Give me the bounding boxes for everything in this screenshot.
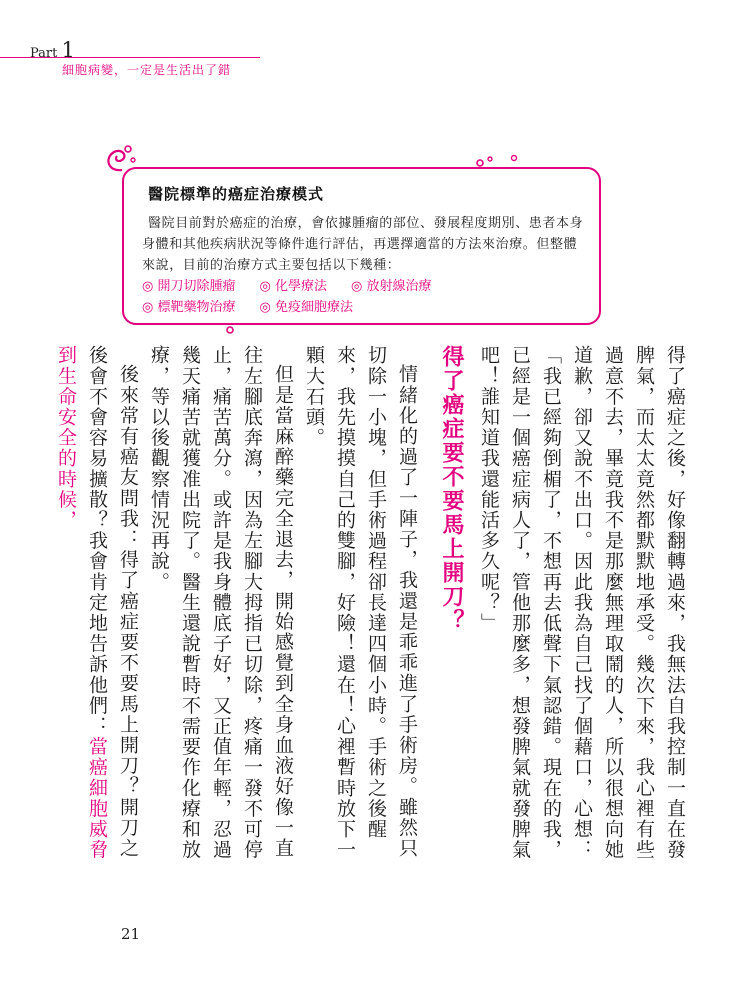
option-radiotherapy: ◎ 放射線治療 bbox=[350, 279, 432, 294]
option-surgery: ◎ 開刀切除腫瘤 bbox=[142, 279, 236, 294]
page-number: 21 bbox=[121, 925, 141, 943]
box-text-line-2: 身體和其他疾病狀況等條件進行評估，再選擇適當的方法來治療。但整體 bbox=[142, 237, 578, 252]
paragraph-4 bbox=[50, 345, 143, 865]
paragraph-3: 但是當麻醉藥完全退去，開始感覺到全身血液好像一直往左腳底奔瀉，因為左腳大拇指已切除，疼痛一發不可停止，痛苦萬分。或許是我身體底子好，又正值年輕，忍過幾天痛苦就獲准出院了。醫生還說暫時不需要作化療和放療，等以後觀察情況再說。 bbox=[148, 345, 294, 860]
option-targeted-therapy: ◎ 標靶藥物治療 bbox=[142, 300, 236, 315]
paragraph-2: 情緒化的過了一陣子，我還是乖乖進了手術房。雖然只切除一小塊，但手術過程卻長達四個小時。手術之後醒來，我先摸摸自己的雙腳，好險！還在！心裡暫時放下一顆大石頭。 bbox=[303, 345, 418, 860]
paragraph-1: 得了癌症之後，好像翻轉過來，我無法自我控制一直在發脾氣，而太太竟然都默默地承受。幾次下來，我心裡有些過意不去，畢竟我不是那麼無理取鬧的人，所以很想向她道歉，卻又說不出口。因此我為自己找了個藉口，心想：「我已經夠倒楣了，不想再去低聲下氣認錯。現在的我，已經是一個癌症病人了，管他那麼多，想發脾氣就發脾氣吧！誰知道我還能活多久呢？」 bbox=[478, 345, 686, 860]
treatment-options-row-2 bbox=[142, 296, 377, 315]
header-divider bbox=[0, 57, 260, 58]
paragraph-4-text: 後來常有癌友問我：得了癌症要不要馬上開刀？開刀之後會不會容易擴散？我會肯定地告訴他們： bbox=[86, 345, 139, 859]
part-label: Part 1 bbox=[30, 38, 75, 62]
box-text-line-1: 醫院目前對於癌症的治療，會依據腫瘤的部位、發展程度期別、患者本身 bbox=[148, 216, 584, 231]
option-chemotherapy: ◎ 化學療法 bbox=[259, 279, 327, 294]
body-text bbox=[10, 345, 690, 865]
option-immunotherapy: ◎ 免疫細胞療法 bbox=[259, 300, 353, 315]
treatment-options-row-1 bbox=[142, 275, 455, 294]
box-text-line-3: 來說，目前的治療方式主要包括以下幾種： bbox=[142, 258, 401, 273]
part-number: 1 bbox=[61, 38, 75, 62]
chapter-title: 細胞病變，一定是生活出了錯 bbox=[62, 63, 232, 77]
section-heading: 得了癌症要不要馬上開刀？ bbox=[439, 345, 464, 633]
box-title: 醫院標準的癌症治療模式 bbox=[148, 185, 325, 203]
paragraph-4-emphasis: 當癌細胞威脅到生命安全的時候， bbox=[55, 345, 108, 861]
